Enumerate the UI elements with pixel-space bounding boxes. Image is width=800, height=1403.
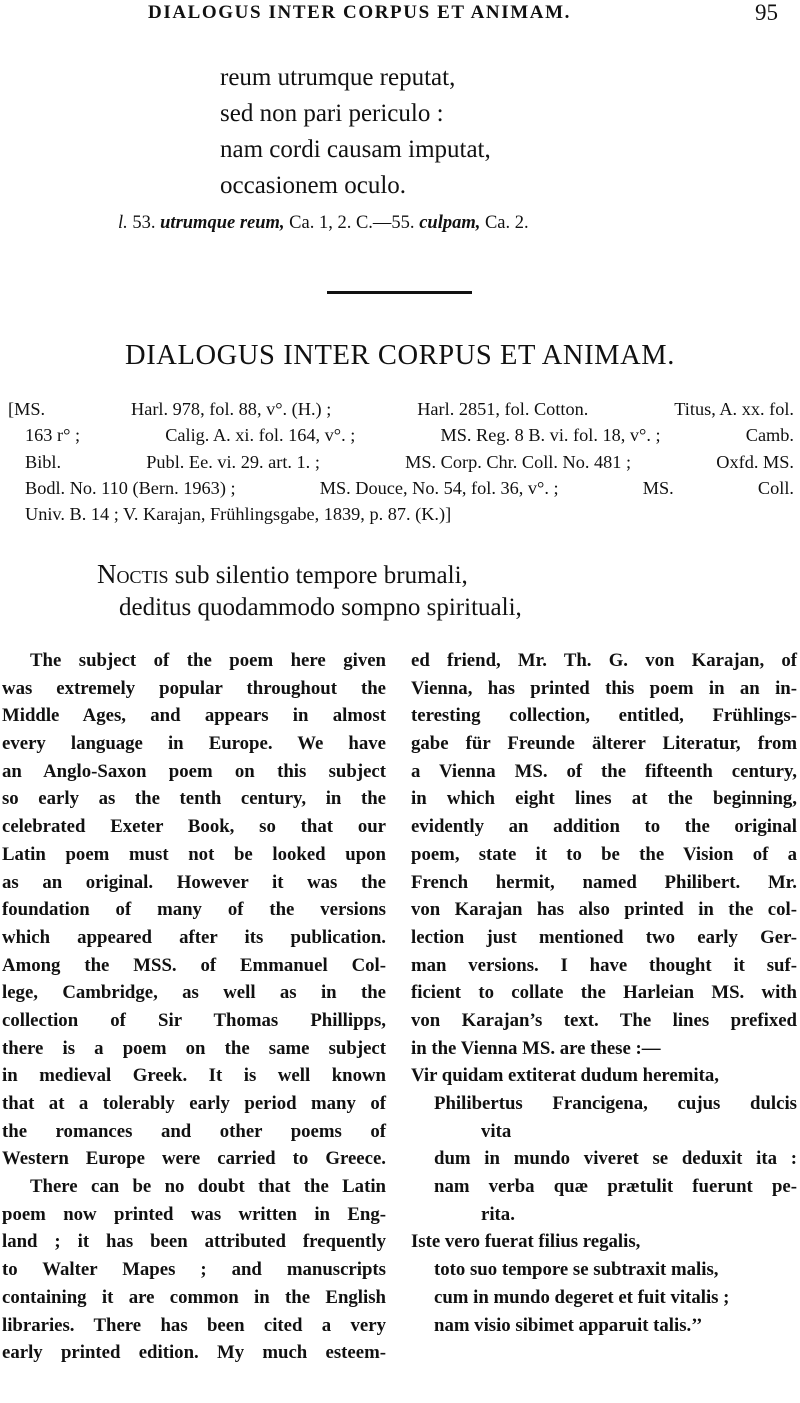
ms-segment: Titus, A. xx. fol.	[674, 399, 794, 419]
manuscript-line	[8, 475, 794, 501]
section-title: DIALOGUS INTER CORPUS ET ANIMAM.	[125, 340, 675, 371]
text-line: containing it are common in the English	[2, 1286, 386, 1308]
poem-opening	[97, 558, 522, 624]
variant-note-text: Ca. 2.	[480, 213, 529, 233]
text-line: was extremely popular throughout the	[2, 677, 386, 699]
text-line: gabe für Freunde älterer Literatur, from	[411, 733, 797, 755]
text-line: ed friend, Mr. Th. G. von Karajan, of	[411, 650, 797, 671]
text-line: in medieval Greek. It is well known	[2, 1065, 386, 1087]
quoted-verse-line: vita	[481, 1120, 512, 1142]
text-line: The subject of the poem here given	[30, 650, 386, 671]
text-line: There can be no doubt that the Latin	[30, 1176, 386, 1198]
section-divider-rule	[327, 291, 472, 294]
text-line: a Vienna MS. of the fifteenth century,	[411, 760, 797, 782]
text-line: Among the MSS. of Emmanuel Col-	[2, 954, 386, 976]
text-line: early printed edition. My much esteem-	[2, 1342, 386, 1364]
ms-segment: MS. Reg. 8 B. vi. fol. 18, v°. ;	[440, 425, 661, 446]
text-line: poem, state it to be the Vision of a	[411, 843, 797, 865]
verse-line: occasionem oculo.	[220, 172, 407, 199]
ms-segment: Publ. Ee. vi. 29. art. 1. ;	[146, 451, 320, 472]
manuscript-list	[8, 396, 794, 527]
text-line: land ; it has been attributed frequently	[2, 1231, 386, 1253]
poem-line: deditus quodammodo sompno spirituali,	[119, 594, 522, 621]
quoted-verse-line: dum in mundo viveret se deduxit ita :	[434, 1148, 797, 1170]
ms-segment: Bodl. No. 110 (Bern. 1963) ;	[25, 477, 236, 498]
ms-segment: MS.	[642, 477, 674, 498]
text-line: Middle Ages, and appears in almost	[2, 705, 386, 727]
text-line: Latin poem must not be looked upon	[2, 843, 386, 865]
right-column	[411, 647, 797, 1339]
ms-segment: Univ. B. 14 ; V. Karajan, Frühlingsgabe, 1839, p. 87. (K.)]	[25, 504, 452, 525]
quoted-verse-line: toto suo tempore se subtraxit malis,	[434, 1259, 719, 1281]
ms-segment: Calig. A. xi. fol. 164, v°. ;	[165, 425, 356, 446]
text-line: von Karajan’s text. The lines prefixed	[411, 1009, 797, 1031]
text-line: collection of Sir Thomas Phillipps,	[2, 1009, 386, 1031]
quoted-verse-line: nam verba quæ prætulit fuerunt pe-	[434, 1176, 797, 1198]
text-line: there is a poem on the same subject	[2, 1037, 386, 1059]
variant-note-text: Ca. 1, 2. C.—55.	[284, 213, 420, 233]
verse-line: reum utrumque reputat,	[220, 64, 456, 91]
variant-note-text: 53.	[127, 213, 161, 233]
text-line: Vienna, has printed this poem in an in-	[411, 677, 797, 699]
quoted-verse-line: Iste vero fuerat filius regalis,	[411, 1231, 641, 1253]
ms-segment: Bibl.	[25, 451, 62, 472]
manuscript-line	[8, 449, 794, 475]
verse-line: nam cordi causam imputat,	[220, 136, 491, 163]
poem-line	[97, 558, 522, 592]
text-line: poem now printed was written in Eng-	[2, 1203, 386, 1225]
left-column	[2, 647, 386, 1367]
text-line: ficient to collate the Harleian MS. with	[411, 982, 797, 1004]
ms-segment: MS. Corp. Chr. Coll. No. 481 ;	[405, 451, 632, 472]
variant-note-italic: utrumque reum,	[160, 213, 285, 233]
ms-segment: Oxfd. MS.	[716, 451, 794, 472]
ms-segment: MS. Douce, No. 54, fol. 36, v°. ;	[319, 477, 559, 498]
poem-first-word: octis	[116, 562, 169, 589]
text-line: as an original. However it was the	[2, 871, 386, 893]
verse-line: sed non pari periculo :	[220, 100, 444, 127]
text-line: evidently an addition to the original	[411, 816, 797, 838]
poem-line-text: sub silentio tempore brumali,	[168, 562, 468, 589]
text-line: an Anglo-Saxon poem on this subject	[2, 760, 386, 782]
text-line: lege, Cambridge, as well as in the	[2, 982, 386, 1004]
text-line: Western Europe were carried to Greece.	[2, 1148, 386, 1170]
text-line: von Karajan has also printed in the col-	[411, 899, 797, 921]
ms-segment: [MS.	[8, 399, 46, 419]
manuscript-line	[8, 396, 794, 422]
quoted-verse-line: Vir quidam extiterat dudum heremita,	[411, 1065, 719, 1087]
manuscript-line	[8, 501, 794, 527]
text-line: so early as the tenth century, in the	[2, 788, 386, 810]
text-line: man versions. I have thought it suf-	[411, 954, 797, 976]
text-line: libraries. There has been cited a very	[2, 1314, 386, 1336]
text-line: the romances and other poems of	[2, 1120, 386, 1142]
ms-segment: Coll.	[757, 477, 794, 498]
text-line: to Walter Mapes ; and manuscripts	[2, 1259, 386, 1281]
text-line: that at a tolerably early period many of	[2, 1093, 386, 1114]
quoted-verse-line: rita.	[481, 1203, 515, 1225]
page-number: 95	[755, 0, 778, 25]
ms-segment: 163 r° ;	[25, 425, 81, 446]
text-line: every language in Europe. We have	[2, 733, 386, 755]
ms-segment: Harl. 2851, fol. Cotton.	[417, 399, 589, 419]
variant-note	[118, 213, 529, 234]
text-line: which appeared after its publication.	[2, 926, 386, 948]
text-line: in which eight lines at the beginning,	[411, 788, 797, 810]
text-line: celebrated Exeter Book, so that our	[2, 816, 386, 838]
quoted-verse-line: nam visio sibimet apparuit talis.’’	[434, 1314, 703, 1336]
ms-segment: Camb.	[745, 425, 794, 446]
text-line: French hermit, named Philibert. Mr.	[411, 871, 797, 893]
variant-note-line-label: l.	[118, 213, 128, 233]
text-line: in the Vienna MS. are these :—	[411, 1037, 661, 1059]
manuscript-line	[8, 422, 794, 448]
variant-note-italic: culpam,	[419, 213, 481, 233]
text-line: foundation of many of the versions	[2, 899, 386, 921]
running-header-title: DIALOGUS INTER CORPUS ET ANIMAM.	[148, 2, 571, 23]
verse-continuation	[220, 60, 491, 204]
quoted-verse-line: Philibertus Francigena, cujus dulcis	[434, 1093, 797, 1114]
quoted-verse-line: cum in mundo degeret et fuit vitalis ;	[434, 1286, 730, 1308]
ms-segment: Harl. 978, fol. 88, v°. (H.) ;	[131, 399, 332, 419]
text-line: teresting collection, entitled, Frühlings-	[411, 705, 797, 727]
text-line: lection just mentioned two early Ger-	[411, 926, 797, 948]
poem-initial: N	[97, 559, 117, 589]
